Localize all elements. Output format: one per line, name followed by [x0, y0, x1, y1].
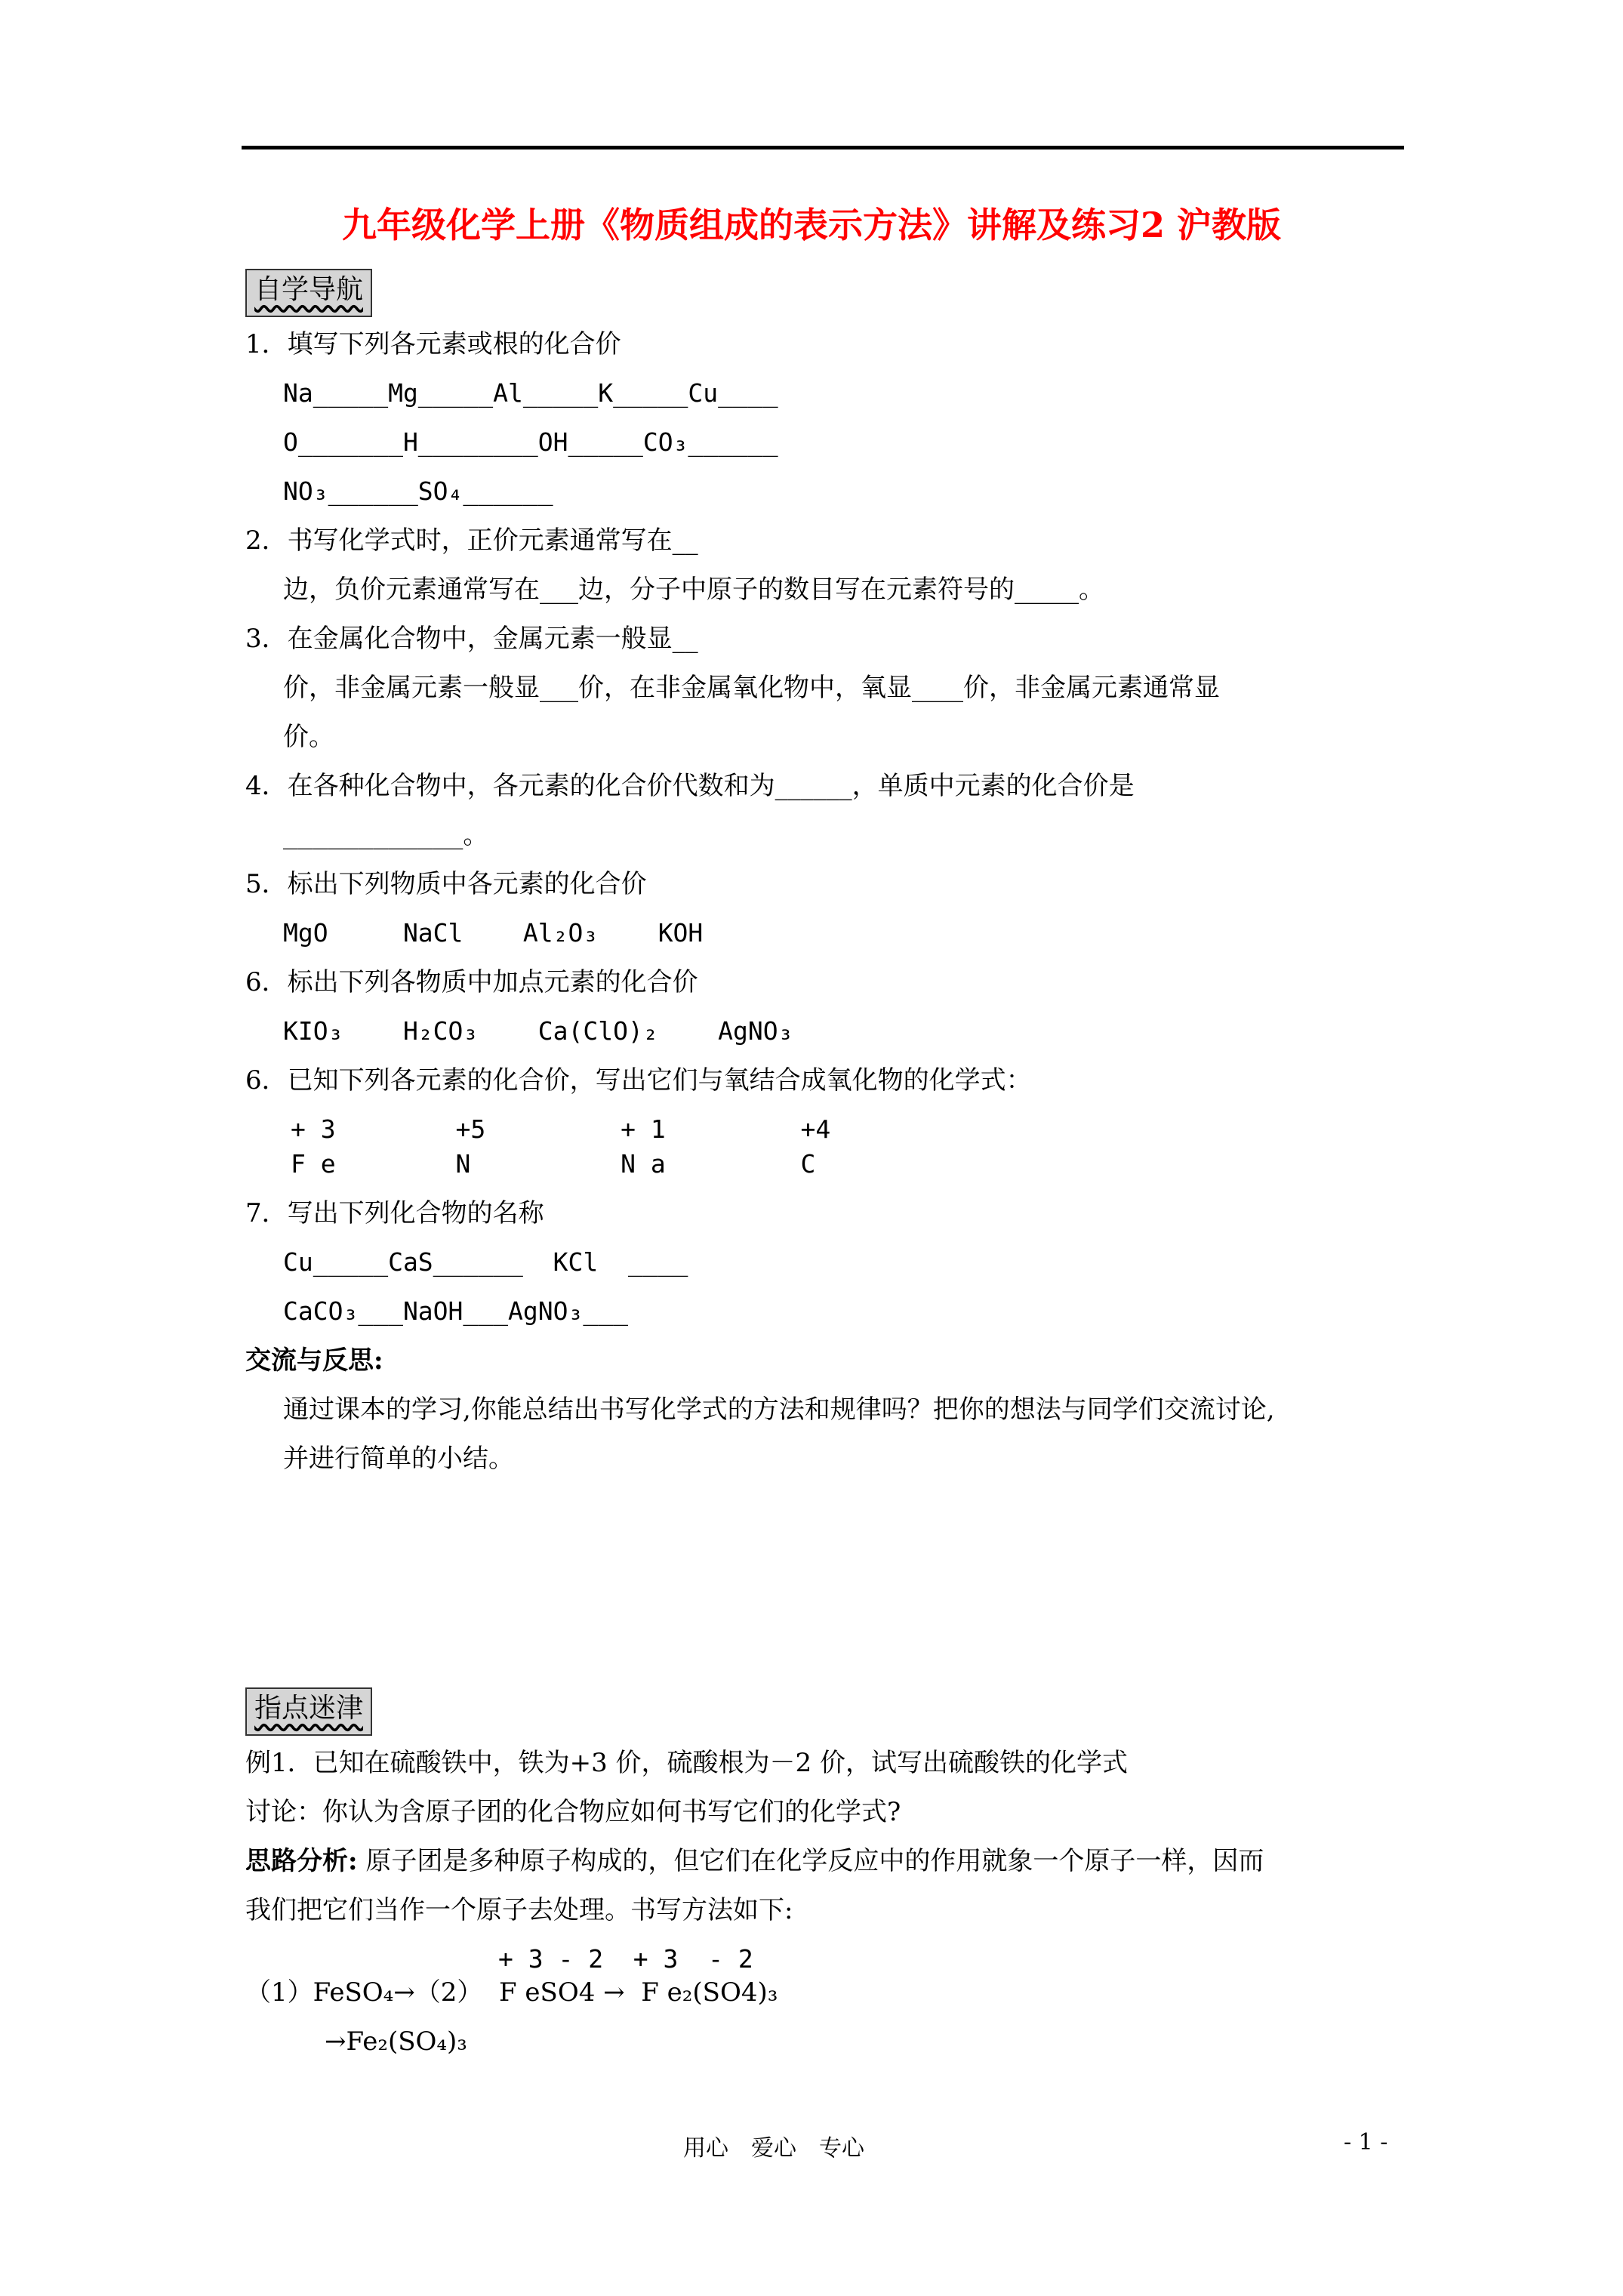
question-4-line-1: 4．在各种化合物中，各元素的化合价代数和为______，单质中元素的化合价是	[245, 771, 1135, 801]
page-title: 九年级化学上册《物质组成的表示方法》讲解及练习2 沪教版	[341, 205, 1282, 245]
question-1-blanks-row-3: NO₃______SO₄______	[283, 476, 553, 506]
question-6b-heading: 6．已知下列各元素的化合价，写出它们与氧结合成氧化物的化学式：	[245, 1065, 1032, 1096]
question-3-line-1: 3．在金属化合物中，金属元素一般显__	[245, 624, 698, 654]
question-6b-element-row: F e N N a C	[291, 1149, 816, 1179]
question-2-line-2: 边，负价元素通常写在___边，分子中原子的数目写在元素符号的_____。	[283, 575, 1104, 605]
exchange-reflect-paragraph-1: 通过课本的学习,你能总结出书写化学式的方法和规律吗？把你的想法与同学们交流讨论,	[283, 1395, 1275, 1425]
section-label-guidance	[245, 1687, 372, 1736]
guidance-analysis-label: 思路分析:	[245, 1846, 358, 1876]
guidance-analysis-text: 原子团是多种原子构成的，但它们在化学反应中的作用就象一个原子一样，因而	[357, 1846, 1264, 1876]
guidance-step-valence-signs: + 3 - 2 + 3 - 2	[498, 1944, 753, 1974]
question-1-blanks-row-1: Na_____Mg_____Al_____K_____Cu____	[283, 378, 778, 408]
guidance-analysis-line-1	[245, 1846, 1623, 1876]
guidance-analysis-line-2: 我们把它们当作一个原子去处理。书写方法如下:	[245, 1895, 793, 1925]
question-2-line-1: 2．书写化学式时，正价元素通常写在__	[245, 525, 698, 556]
question-6-heading: 6．标出下列各物质中加点元素的化合价	[245, 967, 698, 997]
section-label-self-study	[245, 269, 372, 317]
question-7-heading: 7．写出下列化合物的名称	[245, 1198, 544, 1228]
guidance-example-1: 例1．已知在硫酸铁中，铁为+3 价，硫酸根为－2 价，试写出硫酸铁的化学式	[245, 1748, 1128, 1778]
question-3-line-2: 价，非金属元素一般显___价，在非金属氧化物中，氧显____价，非金属元素通常显	[283, 673, 1220, 703]
question-7-blanks-row-2: CaCO₃___NaOH___AgNO₃___	[283, 1296, 628, 1326]
question-5-heading: 5．标出下列物质中各元素的化合价	[245, 869, 647, 899]
footer-motto: 用心 爱心 专心	[683, 2135, 864, 2162]
exchange-reflect-paragraph-2: 并进行简单的小结。	[283, 1444, 514, 1474]
section-label-guidance-text: 指点迷津	[254, 1693, 364, 1724]
question-1-blanks-row-2: O_______H________OH_____CO₃______	[283, 427, 778, 457]
section-label-self-study-text: 自学导航	[254, 274, 364, 305]
guidance-discussion: 讨论：你认为含原子团的化合物应如何书写它们的化学式?	[245, 1797, 901, 1827]
question-4-line-2: ____________。	[283, 820, 488, 849]
question-6b-valence-row: + 3 +5 + 1 +4	[291, 1114, 831, 1144]
footer-page-number: - 1 -	[1344, 2129, 1388, 2156]
question-5-formulas: MgO NaCl Al₂O₃ KOH	[283, 918, 704, 948]
question-1-heading: 1．填写下列各元素或根的化合价	[245, 329, 621, 359]
question-7-blanks-row-1: Cu_____CaS______ KCl ____	[283, 1247, 688, 1277]
guidance-step-result: →Fe₂(SO₄)₃	[325, 2026, 467, 2057]
guidance-step-formulas: （1）FeSO₄→（2） F eSO4 → F e₂(SO4)₃	[245, 1977, 778, 2008]
question-3-line-3: 价。	[283, 722, 334, 752]
question-6-formulas: KIO₃ H₂CO₃ Ca(ClO)₂ AgNO₃	[283, 1016, 793, 1046]
exchange-reflect-heading: 交流与反思:	[245, 1345, 383, 1376]
